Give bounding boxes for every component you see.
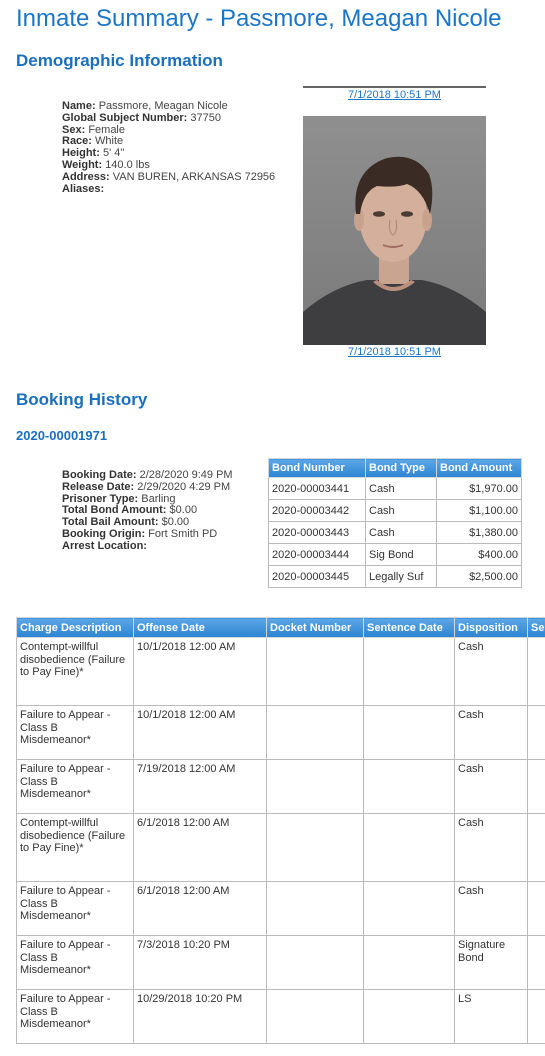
offense-date-cell: 10/29/2018 10:20 PM (134, 990, 267, 1044)
charge-description-cell: Failure to Appear - Class B Misdemeanor* (17, 990, 134, 1044)
table-row (17, 814, 545, 882)
sentence-date-cell (364, 936, 455, 990)
booking-field: Booking Origin: Fort Smith PD (62, 527, 218, 540)
bond-number-cell: 2020-00003445 (269, 566, 366, 588)
sentence-cell (528, 814, 545, 882)
demo-field: Weight: 140.0 lbs (62, 158, 150, 171)
table-row (17, 936, 545, 990)
offense-date-cell: 7/19/2018 12:00 AM (134, 760, 267, 814)
charge-col-header[interactable]: Se (528, 618, 545, 638)
disposition-cell: Cash (455, 760, 528, 814)
photo-date-link-top[interactable]: 7/1/2018 10:51 PM (348, 89, 441, 101)
demographic-heading: Demographic Information (16, 51, 223, 70)
docket-number-cell (267, 814, 364, 882)
bond-type-cell: Legally Suf (366, 566, 437, 588)
bond-amount-cell: $2,500.00 (437, 566, 522, 588)
disposition-cell: Cash (455, 638, 528, 706)
sentence-cell (528, 990, 545, 1044)
demo-field: Sex: Female (62, 123, 125, 136)
booking-field: Booking Date: 2/28/2020 9:49 PM (62, 469, 233, 481)
charge-description-cell: Failure to Appear - Class B Misdemeanor* (17, 882, 134, 936)
table-row (269, 522, 522, 544)
table-row (17, 760, 545, 814)
sentence-date-cell (364, 760, 455, 814)
table-row (269, 566, 522, 588)
charge-col-header[interactable]: Sentence Date (364, 618, 455, 638)
demo-field: Global Subject Number: 37750 (62, 111, 221, 124)
booking-field: Total Bond Amount: $0.00 (62, 504, 198, 517)
docket-number-cell (267, 638, 364, 706)
booking-field: Arrest Location: (62, 539, 147, 552)
bond-number-cell: 2020-00003443 (269, 522, 366, 544)
bond-col-header[interactable]: Bond Type (366, 459, 437, 478)
charge-table-header-row (17, 618, 545, 638)
bond-col-header[interactable]: Bond Number (269, 459, 366, 478)
charge-table-container (16, 617, 545, 1047)
charge-col-header[interactable]: Charge Description (17, 618, 134, 638)
bond-amount-cell: $1,970.00 (437, 478, 522, 500)
sentence-cell (528, 936, 545, 990)
charge-description-cell: Failure to Appear - Class B Misdemeanor* (17, 936, 134, 990)
docket-number-cell (267, 882, 364, 936)
disposition-cell: Cash (455, 882, 528, 936)
charge-col-header[interactable]: Docket Number (267, 618, 364, 638)
bond-number-cell: 2020-00003444 (269, 544, 366, 566)
photo-date-link-bottom[interactable]: 7/1/2018 10:51 PM (348, 346, 441, 358)
sentence-date-cell (364, 990, 455, 1044)
disposition-cell: LS (455, 990, 528, 1044)
demo-field: Height: 5' 4" (62, 147, 125, 160)
bond-type-cell: Cash (366, 478, 437, 500)
page-title: Inmate Summary - Passmore, Meagan Nicole (16, 5, 502, 32)
sentence-date-cell (364, 882, 455, 936)
bond-type-cell: Cash (366, 522, 437, 544)
sentence-cell (528, 882, 545, 936)
table-row (17, 990, 545, 1044)
table-row (269, 500, 522, 522)
bond-col-header[interactable]: Bond Amount (437, 459, 522, 478)
sentence-date-cell (364, 814, 455, 882)
demo-field: Aliases: (62, 182, 105, 195)
offense-date-cell: 10/1/2018 12:00 AM (134, 706, 267, 760)
offense-date-cell: 6/1/2018 12:00 AM (134, 814, 267, 882)
booking-field: Total Bail Amount: $0.00 (62, 516, 190, 529)
bond-table (268, 458, 522, 588)
disposition-cell: Signature Bond (455, 936, 528, 990)
sentence-date-cell (364, 638, 455, 706)
table-row (17, 882, 545, 936)
charge-col-header[interactable]: Disposition (455, 618, 528, 638)
photo-divider (303, 86, 486, 88)
bond-number-cell: 2020-00003441 (269, 478, 366, 500)
bond-amount-cell: $1,380.00 (437, 522, 522, 544)
disposition-cell: Cash (455, 814, 528, 882)
charge-col-header[interactable]: Offense Date (134, 618, 267, 638)
table-row (269, 478, 522, 500)
charge-description-cell: Contempt-willful disobedience (Failure to Pay Fine)* (17, 814, 134, 882)
docket-number-cell (267, 706, 364, 760)
sentence-date-cell (364, 706, 455, 760)
bond-amount-cell: $1,100.00 (437, 500, 522, 522)
bond-number-cell: 2020-00003442 (269, 500, 366, 522)
booking-number: 2020-00001971 (16, 428, 108, 443)
sentence-cell (528, 706, 545, 760)
table-row (17, 638, 545, 706)
offense-date-cell: 7/3/2018 10:20 PM (134, 936, 267, 990)
offense-date-cell: 6/1/2018 12:00 AM (134, 882, 267, 936)
offense-date-cell: 10/1/2018 12:00 AM (134, 638, 267, 706)
demo-field: Address: VAN BUREN, ARKANSAS 72956 (62, 170, 276, 183)
bond-table-header-row (269, 459, 522, 478)
booking-field: Release Date: 2/29/2020 4:29 PM (62, 480, 231, 493)
sentence-cell (528, 760, 545, 814)
demo-field: Race: White (62, 135, 124, 148)
booking-info (62, 470, 233, 553)
demo-field: Name: Passmore, Meagan Nicole (62, 100, 228, 112)
mugshot-photo[interactable] (303, 116, 486, 345)
demographic-info (62, 101, 275, 195)
sentence-cell (528, 638, 545, 706)
bond-type-cell: Cash (366, 500, 437, 522)
docket-number-cell (267, 936, 364, 990)
charge-description-cell: Failure to Appear - Class B Misdemeanor* (17, 760, 134, 814)
charge-table (16, 617, 545, 1044)
table-row (269, 544, 522, 566)
charge-description-cell: Failure to Appear - Class B Misdemeanor* (17, 706, 134, 760)
disposition-cell: Cash (455, 706, 528, 760)
docket-number-cell (267, 760, 364, 814)
bond-type-cell: Sig Bond (366, 544, 437, 566)
booking-field: Prisoner Type: Barling (62, 492, 176, 505)
bond-amount-cell: $400.00 (437, 544, 522, 566)
charge-description-cell: Contempt-willful disobedience (Failure to Pay Fine)* (17, 638, 134, 706)
table-row (17, 706, 545, 760)
docket-number-cell (267, 990, 364, 1044)
booking-history-heading: Booking History (16, 390, 148, 409)
